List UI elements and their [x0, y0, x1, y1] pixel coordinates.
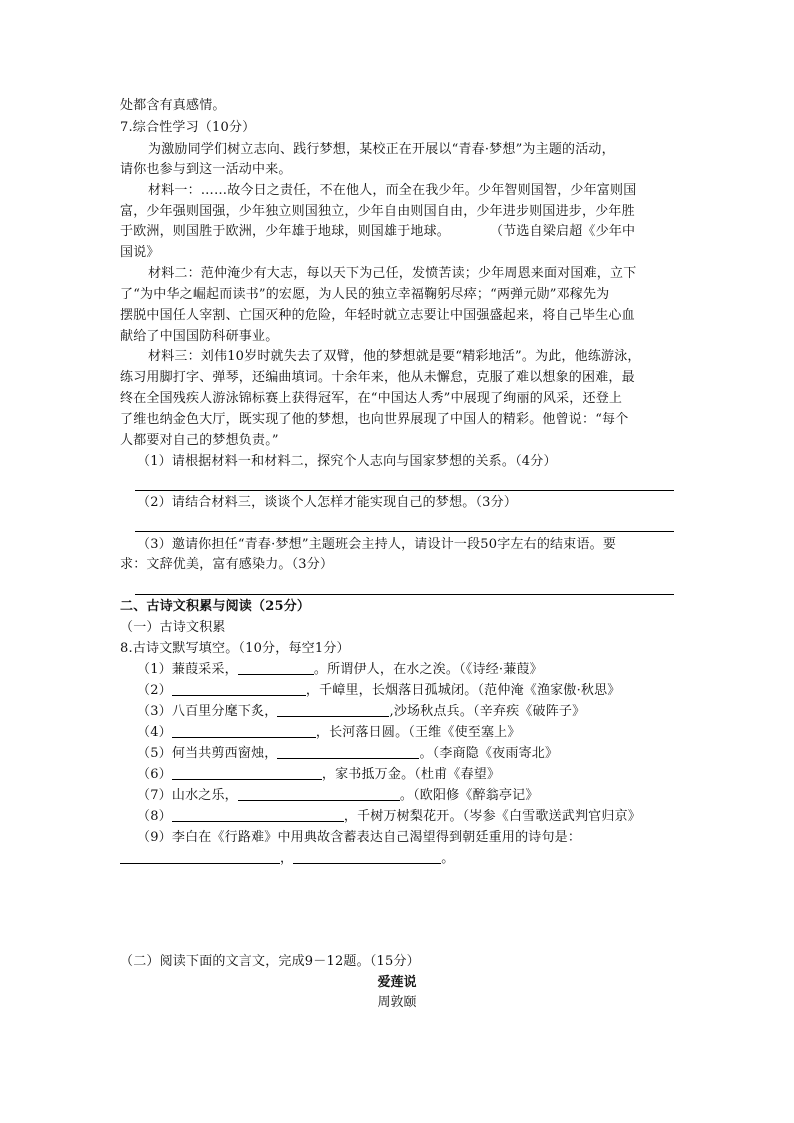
text-line: 练习用脚打字、弹琴，还编曲填词。十余年来，他从未懈怠，克服了难以想象的困难，最 — [120, 370, 635, 385]
section-2a-heading: （一）古诗文积累 — [120, 620, 226, 635]
text-line: 了维也纳金色大厅，既实现了他的梦想，也向世界展现了中国人的精彩。他曾说：“每个 — [120, 412, 629, 427]
text-line: 请你也参与到这一活动中来。 — [120, 162, 292, 177]
section-2-heading: 二、古诗文积累与阅读（25分） — [120, 599, 311, 614]
blank[interactable] — [172, 681, 306, 696]
blank[interactable] — [172, 765, 322, 780]
question-8-heading: 8.古诗文默写填空。（10分，每空1分） — [120, 641, 350, 656]
blank[interactable] — [172, 807, 344, 822]
material-1: 材料一：……故今日之责任，不在他人，而全在我少年。少年智则国智，少年富则国 — [148, 183, 637, 198]
fill-item-5: （5）何当共剪西窗烛， 。（李商隐《夜雨寄北》 — [137, 746, 559, 761]
blank[interactable] — [172, 723, 316, 738]
passage-title: 爱莲说 — [377, 975, 417, 990]
text-line: 于欧洲，则国胜于欧洲，少年雄于地球，则国雄于地球。 （节选自梁启超《少年中 — [120, 224, 636, 239]
text-line: 求：文辞优美，富有感染力。（3分） — [120, 557, 334, 572]
blank[interactable] — [238, 660, 314, 675]
answer-line-1[interactable] — [135, 490, 674, 491]
fill-item-1: （1）蒹葭采采， 。所谓伊人，在水之涘。（《诗经·蒹葭》 — [137, 662, 543, 677]
text-line: 国说》 — [120, 245, 160, 260]
fill-item-8: （8） ，千树万树梨花开。（岑参《白雪歌送武判官归京》 — [137, 809, 641, 824]
text-line: 处都含有真感情。 — [120, 98, 226, 113]
passage-author: 周敦颐 — [377, 995, 417, 1010]
blank[interactable] — [238, 786, 400, 801]
fill-item-9: （9）李白在《行路难》中用典故含蓄表达自己渴望得到朝廷重用的诗句是： — [137, 830, 582, 845]
text-line: 终在全国残疾人游泳锦标赛上获得冠军，在“中国达人秀”中展现了绚丽的风采，还登上 — [120, 391, 623, 406]
blank[interactable] — [277, 702, 389, 717]
subquestion-3: （3）邀请你担任“青春·梦想”主题班会主持人，请设计一段50字左右的结束语。要 — [137, 537, 617, 552]
fill-item-6: （6） ，家书抵万金。（杜甫《春望》 — [137, 767, 501, 782]
fill-item-3: （3）八百里分麾下炙， ,沙场秋点兵。（辛弃疾《破阵子》 — [137, 704, 586, 719]
material-2: 材料二：范仲淹少有大志，每以天下为己任，发愤苦读；少年周恩来面对国难，立下 — [148, 266, 637, 281]
blank[interactable] — [293, 849, 441, 864]
subquestion-1: （1）请根据材料一和材料二，探究个人志向与国家梦想的关系。（4分） — [137, 454, 557, 469]
blank[interactable] — [120, 849, 280, 864]
text-line: 摆脱中国任人宰割、亡国灭种的危险，年轻时就立志要让中国强盛起来，将自己毕生心血 — [120, 308, 635, 323]
subquestion-2: （2）请结合材料三，谈谈个人怎样才能实现自己的梦想。（3分） — [137, 495, 518, 510]
answer-line-2[interactable] — [135, 531, 674, 532]
blank[interactable] — [277, 744, 419, 759]
section-2b-heading: （二）阅读下面的文言文，完成9－12题。（15分） — [120, 954, 420, 969]
fill-item-9-answer: ， 。 — [120, 849, 454, 869]
answer-line-3[interactable] — [135, 594, 674, 595]
fill-item-7: （7）山水之乐， 。（欧阳修《醉翁亭记》 — [137, 788, 539, 803]
text-line: 人都要对自己的梦想负责。” — [120, 433, 279, 448]
material-3: 材料三：刘伟10岁时就失去了双臂，他的梦想就是要“精彩地活”。为此，他练游泳， — [148, 349, 641, 364]
text-line: 了“为中华之崛起而读书”的宏愿，为人民的独立幸福鞠躬尽瘁；“两弹元勋”邓稼先为 — [120, 287, 610, 302]
text-line: 献给了中国国防科研事业。 — [120, 329, 279, 344]
text-line: 富，少年强则国强，少年独立则国独立，少年自由则国自由，少年进步则国进步，少年胜 — [120, 204, 635, 219]
text-line: 为激励同学们树立志向、践行梦想，某校正在开展以“青春·梦想”为主题的活动， — [148, 142, 615, 157]
fill-item-2: （2） ，千嶂里，长烟落日孤城闭。（范仲淹《渔家傲·秋思》 — [137, 683, 621, 698]
fill-item-4: （4） ，长河落日圆。（王维《使至塞上》 — [137, 725, 521, 740]
question-7-heading: 7.综合性学习（10分） — [120, 120, 256, 135]
